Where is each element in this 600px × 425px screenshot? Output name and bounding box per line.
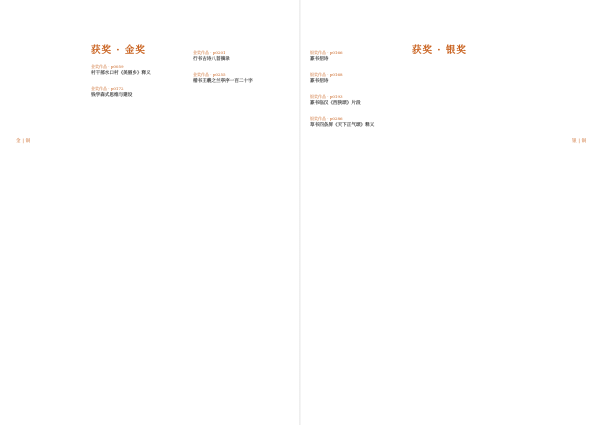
article-title: 草书四条屏《天下正气颂》释义 <box>310 123 375 128</box>
left-page-column-2 <box>193 44 283 85</box>
article-title: 行书古诗八首摘录 <box>193 57 230 62</box>
article-title: 篆书招诗 <box>310 79 329 84</box>
section-tag: 银奖作品 · p0166 <box>310 50 343 55</box>
article-title: 楷书王羲之兰亭序一百二十字 <box>193 79 253 84</box>
left-page-column-1 <box>91 44 181 99</box>
right-page-column-1 <box>310 44 400 129</box>
section-tag: 金奖作品 · p0059 <box>91 64 124 69</box>
section-tag: 银奖作品 · p0193 <box>310 94 343 99</box>
article-title: 钱学森式思维与建设 <box>91 93 133 98</box>
page-gutter <box>299 0 301 425</box>
section-tag: 银奖作品 · p0286 <box>310 116 343 121</box>
section-tag: 银奖作品 · p0168 <box>310 72 343 77</box>
side-mark-right: 银 | 铜 <box>572 139 587 144</box>
right-page-column-2 <box>412 44 502 62</box>
section-heading: 获奖 · 金奖 <box>91 45 146 56</box>
section-tag: 金奖作品 · p0201 <box>193 50 226 55</box>
section-tag: 金奖作品 · p0172 <box>91 86 124 91</box>
section-heading: 获奖 · 银奖 <box>412 45 467 56</box>
article-title: 篆书临汉《西狭颂》片段 <box>310 101 361 106</box>
side-mark-left: 金 | 铜 <box>16 139 31 144</box>
section-tag: 金奖作品 · p0255 <box>193 72 226 77</box>
article-title: 村干部水口村《美丽乡》释义 <box>91 71 151 76</box>
article-title: 篆书招诗 <box>310 57 329 62</box>
